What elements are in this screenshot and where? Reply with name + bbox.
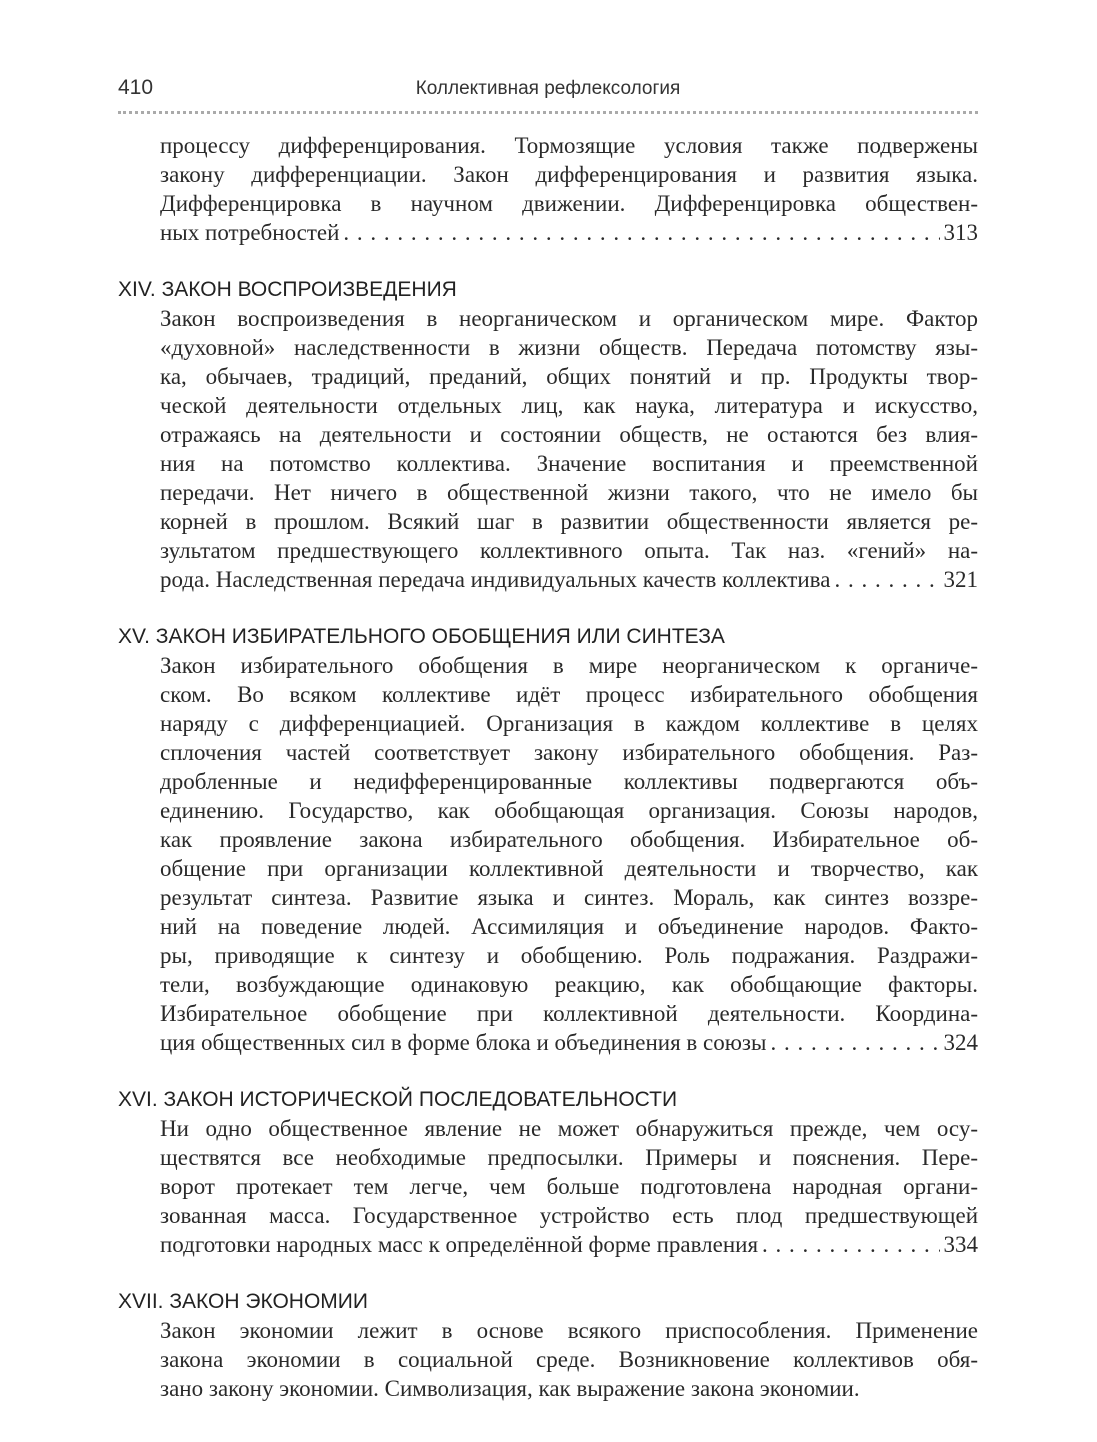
leader-line [118, 218, 978, 247]
text-line: ция общественных сил в форме блока и объединения в союзы [160, 1030, 767, 1055]
dot-leader [834, 565, 939, 594]
toc-section [118, 275, 978, 594]
text-line: зано закону экономии. Символизация, как выражение закона экономии. [160, 1376, 860, 1401]
running-title: Коллективная рефлексология [415, 78, 681, 99]
toc-section [118, 1085, 978, 1259]
text-line: дробленные и недифференцированные коллективы подвергаются объ- [160, 769, 978, 794]
text-line: наряду с дифференциацией. Организация в каждом коллективе в целях [160, 711, 978, 736]
text-line: сплочения частей соответствует закону избирательного обобщения. Раз- [160, 740, 978, 765]
text-line: ных потребностей [160, 220, 340, 245]
text-line: ществятся все необходимые предпосылки. Примеры и пояснения. Пере- [160, 1145, 978, 1170]
text-line: ры, приводящие к синтезу и обобщению. Роль подражания. Раздражи- [160, 943, 978, 968]
leader-line [118, 565, 978, 594]
section-heading: XV. ЗАКОН ИЗБИРАТЕЛЬНОГО ОБОБЩЕНИЯ ИЛИ СИНТЕЗА [118, 625, 725, 648]
text-line: Закон избирательного обобщения в мире неорганическом к органиче- [160, 653, 978, 678]
text-line: единению. Государство, как обобщающая организация. Союзы народов, [160, 798, 978, 823]
page-ref: 313 [943, 220, 978, 245]
text-line: Ни одно общественное явление не может обнаружиться прежде, чем осу- [160, 1116, 978, 1141]
section-heading: XVI. ЗАКОН ИСТОРИЧЕСКОЙ ПОСЛЕДОВАТЕЛЬНОСТИ [118, 1088, 678, 1111]
section-heading: XIV. ЗАКОН ВОСПРОИЗВЕДЕНИЯ [118, 278, 457, 301]
text-line: «духовной» наследственности в жизни обществ. Передача потомству язы- [160, 335, 978, 360]
text-line: подготовки народных масс к определённой форме правления [160, 1232, 759, 1257]
page-number: 410 [118, 76, 154, 99]
text-line: корней в прошлом. Всякий шаг в развитии общественности является ре- [160, 509, 978, 534]
text-line: тели, возбуждающие одинаковую реакцию, как обобщающие факторы. [160, 972, 978, 997]
text-line: ка, обычаев, традиций, преданий, общих понятий и пр. Продукты твор- [160, 364, 978, 389]
page-ref: 334 [943, 1232, 978, 1257]
header-divider [118, 111, 978, 114]
text-line: ворот протекает тем легче, чем больше подготовлена народная органи- [160, 1174, 978, 1199]
text-line: процессу дифференцирования. Тормозящие условия также подвержены [160, 133, 978, 158]
leader-line [118, 1028, 978, 1057]
text-line: ческой деятельности отдельных лиц, как наука, литература и искусство, [160, 393, 978, 418]
dot-leader [762, 1230, 939, 1259]
text-line: закона экономии в социальной среде. Возникновение коллективов обя- [160, 1347, 978, 1372]
text-line: зультатом предшествующего коллективного опыта. Так наз. «гений» на- [160, 538, 978, 563]
page-ref: 321 [943, 567, 978, 592]
toc-section [118, 622, 978, 1057]
text-line: передачи. Нет ничего в общественной жизни такого, что не имело бы [160, 480, 978, 505]
toc-entry-continued [118, 131, 978, 247]
section-heading: XVII. ЗАКОН ЭКОНОМИИ [118, 1290, 368, 1313]
text-line: общение при организации коллективной деятельности и творчество, как [160, 856, 978, 881]
text-line: ском. Во всяком коллективе идёт процесс избирательного обобщения [160, 682, 978, 707]
text-line: Избирательное обобщение при коллективной деятельности. Координа- [160, 1001, 978, 1026]
toc-section [118, 1287, 978, 1403]
text-line: как проявление закона избирательного обобщения. Избирательное об- [160, 827, 978, 852]
dot-leader [770, 1028, 939, 1057]
table-of-contents [118, 131, 978, 1403]
text-line: закону дифференциации. Закон дифференцирования и развития языка. [160, 162, 978, 187]
text-line: Дифференцировка в научном движении. Дифференцировка обществен- [160, 191, 978, 216]
dot-leader [343, 218, 939, 247]
text-line: Закон воспроизведения в неорганическом и органическом мире. Фактор [160, 306, 978, 331]
text-line: Закон экономии лежит в основе всякого приспособления. Применение [160, 1318, 978, 1343]
page-ref: 324 [943, 1030, 978, 1055]
text-line: зованная масса. Государственное устройство есть плод предшествующей [160, 1203, 978, 1228]
running-header [118, 76, 978, 106]
text-line: ний на поведение людей. Ассимиляция и объединение народов. Факто- [160, 914, 978, 939]
text-line: рода. Наследственная передача индивидуальных качеств коллектива [160, 567, 831, 592]
text-line: результат синтеза. Развитие языка и синтез. Мораль, как синтез воззре- [160, 885, 978, 910]
text-line: ния на потомство коллектива. Значение воспитания и преемственной [160, 451, 978, 476]
text-line: отражаясь на деятельности и состоянии обществ, не остаются без влия- [160, 422, 978, 447]
leader-line [118, 1230, 978, 1259]
